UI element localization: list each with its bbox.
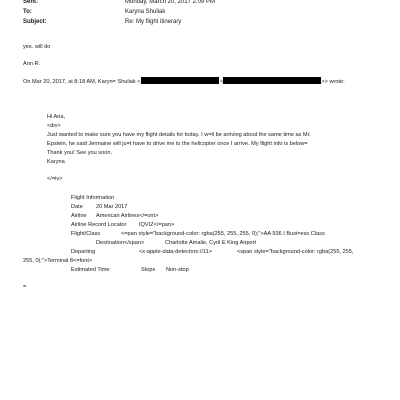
flight-stops-label: Stops [141,267,156,273]
quote-body-line: Thank you! See you soon. [47,150,112,156]
quote-div-close: </=iv> [47,176,63,182]
reply-text: yes. will do [23,44,51,50]
to-value: Karyna Shuliak [125,9,166,15]
subject-label: Subject: [23,19,47,25]
flight-departing-cont: 255, 0);">Terminal 8<=font> [23,258,93,264]
trailing-char: = [23,284,27,290]
quote-intro-suffix: >> wrote: [321,79,345,85]
flight-date-label: Date [71,204,83,210]
redaction-bar [223,77,321,84]
sent-label: Sent: [23,0,38,5]
redaction-bar [141,77,219,84]
flight-title: Flight Information [71,195,115,201]
flight-destination-airport: Charlotte Amalie, Cyril E King Airport [165,240,257,246]
flight-airline-value: American Airlines</=ont> [96,213,159,219]
flight-class-value: <=pan style="background-color: rgba(255, 255, 255, 0);">AA 936 I Busi=ess Class [121,231,325,237]
flight-departing-span: <span style="background-color: rgba(255, 255, [237,249,354,255]
sent-value: Monday, March 20, 2017 2:09 PM [125,0,215,5]
quote-intro-mid: < [218,79,224,85]
flight-locator-value: IQVIZ</=pan> [139,222,175,228]
flight-estimated-label: Estimated Time [71,267,110,273]
flight-stops-value: Non-stop [166,267,189,273]
quote-div-open: <div> [47,123,61,129]
quote-sign: Karyna [47,159,65,165]
flight-departing-label: Departing [71,249,96,255]
flight-departing-value: <x-apple-data-detectors://11> [139,249,212,255]
quote-intro-prefix: On Mar 20, 2017, at 8:18 AM, Karyn= Shuliak < [23,79,141,85]
flight-destination-value: Destination</span> [96,240,145,246]
quote-greeting: Hi Ana, [47,114,66,120]
reply-signature: Ann R. [23,61,41,67]
to-label: To: [23,9,32,15]
flight-date-value: 20 Mar 2017 [96,204,128,210]
flight-class-label: Flight/Class [71,231,101,237]
quote-intro [23,77,345,86]
quote-body-line: Epstein, he said Jermaine will ju=t have to drive me to the helicopter once I arrive. My flight info is below= [47,141,308,147]
flight-locator-label: Airline Record Locator [71,222,127,228]
quote-body-line: Just wanted to make sure you have my flight details for today. I w=ll be arriving about the same time as Mr. [47,132,311,138]
subject-value: Re: My flight itinerary [125,19,182,25]
flight-airline-label: Airline [71,213,87,219]
